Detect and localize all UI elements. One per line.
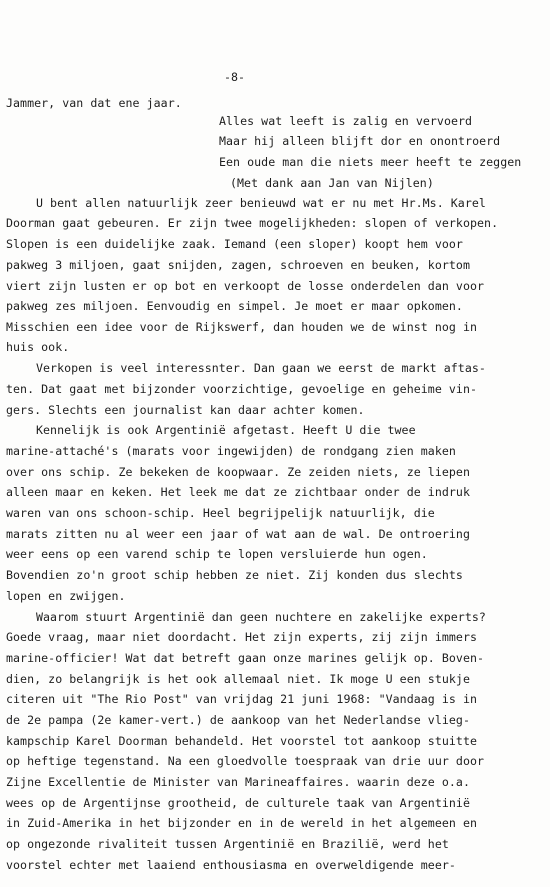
text-line: marine-attaché's (marats voor ingewijden) de rondgang zien maken [6, 444, 456, 458]
text-line: marine-officier! Wat dat betreft gaan onze marines gelijk op. Boven- [6, 651, 485, 665]
text-line: Waarom stuurt Argentinië dan geen nuchtere en zakelijke experts? [36, 610, 486, 624]
text-line: in Zuid-Amerika in het bijzonder en in de wereld in het algemeen en [6, 816, 478, 830]
text-line: over ons schip. Ze bekeken de koopwaar. Ze zeiden niets, ze liepen [6, 465, 470, 479]
text-line: Maar hij alleen blijft dor en onontroerd [219, 134, 501, 148]
text-line: Kennelijk is ook Argentinië afgetast. Heeft U die twee [36, 423, 416, 437]
text-line: Zijne Excellentie de Minister van Marineaffaires. waarin deze o.a. [6, 775, 470, 789]
text-line: Een oude man die niets meer heeft te zeggen [219, 155, 522, 169]
text-line: voorstel echter met laaiend enthousiasma en overweldigende meer- [6, 858, 456, 872]
text-line: de 2e pampa (2e kamer-vert.) de aankoop van het Nederlandse vlieg- [6, 713, 470, 727]
text-line: U bent allen natuurlijk zeer benieuwd wat er nu met Hr.Ms. Karel [36, 196, 486, 210]
text-line: Alles wat leeft is zalig en vervoerd [219, 114, 473, 128]
text-line: Slopen is een duidelijke zaak. Iemand (een sloper) koopt hem voor [6, 237, 463, 251]
text-line: lopen en zwijgen. [6, 589, 126, 603]
text-line: Verkopen is veel interessnter. Dan gaan we eerst de markt aftas- [36, 361, 486, 375]
text-line: kampschip Karel Doorman behandeld. Het voorstel tot aankoop stuitte [6, 734, 478, 748]
text-line: pakweg zes miljoen. Eenvoudig en simpel. Je moet er maar opkomen. [6, 299, 463, 313]
text-line: Goede vraag, maar niet doordacht. Het zijn experts, zij zijn immers [6, 630, 478, 644]
text-line: Doorman gaat gebeuren. Er zijn twee mogelijkheden: slopen of verkopen. [6, 216, 499, 230]
text-line: waren van ons schoon-schip. Heel begrijpelijk natuurlijk, die [6, 506, 435, 520]
text-line: (Met dank aan Jan van Nijlen) [230, 176, 434, 190]
text-line: wees op de Argentijnse grootheid, de culturele taak van Argentinië [6, 796, 470, 810]
text-line: ten. Dat gaat met bijzonder voorzichtige, gevoelige en geheime vin- [6, 382, 478, 396]
text-line: viert zijn lusten er op bot en verkoopt de losse onderdelen dan voor [6, 279, 485, 293]
text-line: dien, zo belangrijk is het ook allemaal niet. Ik moge U een stukje [6, 672, 470, 686]
text-line: pakweg 3 miljoen, gaat snijden, zagen, schroeven en beuken, kortom [6, 258, 470, 272]
text-line: marats zitten nu al weer een jaar of wat aan de wal. De ontroering [6, 527, 470, 541]
text-line: Jammer, van dat ene jaar. [6, 96, 182, 110]
text-line: Misschien een idee voor de Rijkswerf, dan houden we de winst nog in [6, 320, 478, 334]
text-line: alleen maar en keken. Het leek me dat ze zichtbaar onder de indruk [6, 485, 470, 499]
page-number: -8- [224, 70, 246, 84]
text-line: Bovendien zo'n groot schip hebben ze niet. Zij konden dus slechts [6, 568, 463, 582]
text-line: gers. Slechts een journalist kan daar achter komen. [6, 403, 365, 417]
text-line: op ongezonde rivaliteit tussen Argentinië en Brazilië, werd het [6, 837, 449, 851]
text-line: huis ook. [6, 340, 70, 354]
text-line: weer eens op een varend schip te lopen versluierde hun ogen. [6, 547, 428, 561]
text-line: citeren uit "The Rio Post" van vrijdag 21 juni 1968: "Vandaag is in [6, 692, 478, 706]
text-line: op heftige tegenstand. Na een gloedvolle toespraak van drie uur door [6, 754, 485, 768]
